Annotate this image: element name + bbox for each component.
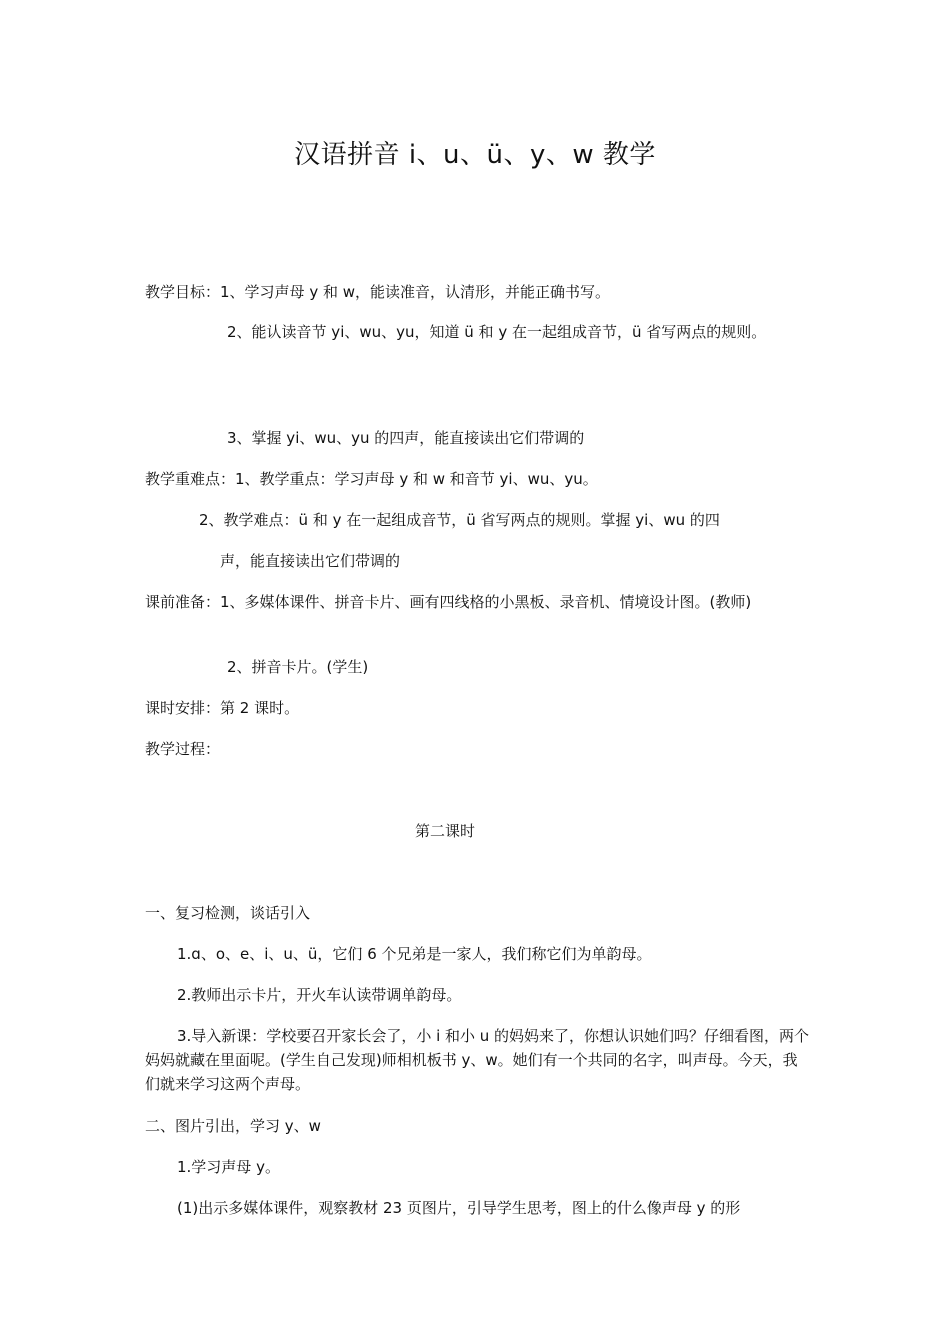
section-1-item-3: 3.导入新课：学校要召开家长会了，小 i 和小 u 的妈妈来了，你想认识她们吗？仔细看图，两个妈妈就藏在里面呢。(学生自己发现)师相机板书 y、w。她们有一个共同的名字，叫声母。今天，我们就来学习这两个声母。 xyxy=(145,1027,810,1093)
key-points-line-1: 教学重难点：1、教学重点：学习声母 y 和 w 和音节 yi、wu、yu。 xyxy=(145,470,598,488)
lesson-heading: 第二课时 xyxy=(414,822,475,840)
section-2-heading: 二、图片引出，学习 y、w xyxy=(145,1117,321,1135)
preparation-line-2: 2、拼音卡片。(学生) xyxy=(227,658,369,676)
document-title: 汉语拼音 i、u、ü、y、w 教学 xyxy=(294,140,656,170)
section-1-heading: 一、复习检测，谈话引入 xyxy=(145,904,311,922)
key-points-line-2: 2、教学难点：ü 和 y 在一起组成音节，ü 省写两点的规则。掌握 yi、wu 的四 xyxy=(199,511,720,529)
section-1-item-2: 2.教师出示卡片，开火车认读带调单韵母。 xyxy=(177,986,462,1004)
schedule-line: 课时安排：第 2 课时。 xyxy=(145,699,300,717)
section-2-item-1: 1.学习声母 y。 xyxy=(177,1158,280,1176)
objective-line-1: 教学目标：1、学习声母 y 和 w，能读准音，认清形，并能正确书写。 xyxy=(145,283,610,301)
section-1-item-1: 1.ɑ、o、e、i、u、ü，它们 6 个兄弟是一家人，我们称它们为单韵母。 xyxy=(177,945,652,963)
process-label: 教学过程： xyxy=(145,740,221,758)
key-points-line-3: 声，能直接读出它们带调的 xyxy=(220,552,401,570)
objective-line-2: 2、能认读音节 yi、wu、yu，知道 ü 和 y 在一起组成音节，ü 省写两点的规则。 xyxy=(227,323,767,341)
objective-line-3: 3、掌握 yi、wu、yu 的四声，能直接读出它们带调的 xyxy=(227,429,585,447)
section-2-item-2: (1)出示多媒体课件，观察教材 23 页图片，引导学生思考，图上的什么像声母 y 的形 xyxy=(177,1199,741,1217)
preparation-line-1: 课前准备：1、多媒体课件、拼音卡片、画有四线格的小黑板、录音机、情境设计图。(教师) xyxy=(145,593,752,611)
